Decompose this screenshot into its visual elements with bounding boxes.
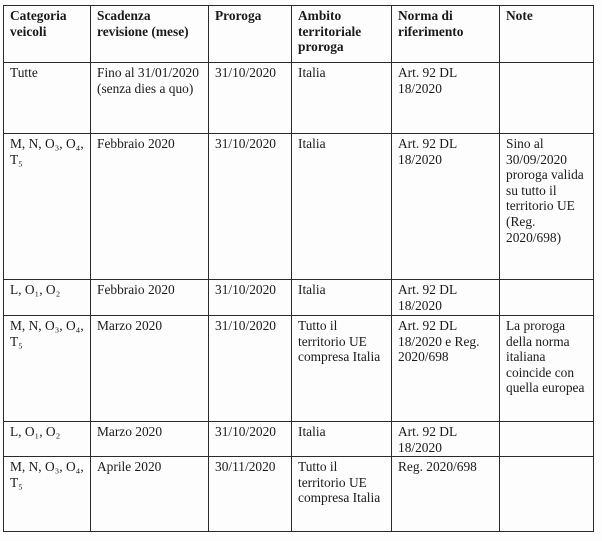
cell-scadenza: Aprile 2020 — [91, 457, 209, 532]
cell-proroga: 31/10/2020 — [209, 280, 292, 316]
table-row — [4, 316, 594, 422]
cell-scadenza: Marzo 2020 — [91, 316, 209, 422]
header-categoria-veicoli: Categoria veicoli — [4, 6, 91, 63]
cell-norma: Art. 92 DL 18/2020 — [392, 280, 500, 316]
cell-proroga: 30/11/2020 — [209, 457, 292, 532]
table-row — [4, 457, 594, 532]
cell-note — [500, 280, 594, 316]
cell-note: Sino al 30/09/2020 proroga valida su tutto il territorio UE (Reg. 2020/698) — [500, 134, 594, 280]
cell-norma: Art. 92 DL 18/2020 — [392, 134, 500, 280]
cell-ambito: Tutto il territorio UE compresa Italia — [292, 457, 392, 532]
cell-note: La proroga della norma italiana coincide con quella europea — [500, 316, 594, 422]
cell-categoria: M, N, O₃, O₄, T₅ — [4, 457, 91, 532]
cell-ambito: Italia — [292, 280, 392, 316]
cell-scadenza: Fino al 31/01/2020 (senza dies a quo) — [91, 63, 209, 134]
cell-categoria: L, O₁, O₂ — [4, 422, 91, 457]
cell-norma: Art. 92 DL 18/2020 e Reg. 2020/698 — [392, 316, 500, 422]
cell-categoria: Tutte — [4, 63, 91, 134]
cell-note — [500, 422, 594, 457]
header-note: Note — [500, 6, 594, 63]
cell-ambito: Italia — [292, 63, 392, 134]
header-proroga: Proroga — [209, 6, 292, 63]
header-norma-riferimento: Norma di riferimento — [392, 6, 500, 63]
cell-categoria: L, O₁, O₂ — [4, 280, 91, 316]
cell-proroga: 31/10/2020 — [209, 422, 292, 457]
table-row — [4, 422, 594, 457]
cell-note — [500, 457, 594, 532]
cell-proroga: 31/10/2020 — [209, 134, 292, 280]
cell-categoria: M, N, O₃, O₄, T₅ — [4, 316, 91, 422]
header-ambito-territoriale: Ambito territoriale proroga — [292, 6, 392, 63]
cell-scadenza: Febbraio 2020 — [91, 280, 209, 316]
cell-norma: Art. 92 DL 18/2020 — [392, 63, 500, 134]
cell-ambito: Italia — [292, 134, 392, 280]
revision-extension-table — [3, 5, 594, 532]
cell-note — [500, 63, 594, 134]
table-header-row — [4, 6, 594, 63]
table-row — [4, 280, 594, 316]
cell-scadenza: Febbraio 2020 — [91, 134, 209, 280]
cell-scadenza: Marzo 2020 — [91, 422, 209, 457]
cell-ambito: Italia — [292, 422, 392, 457]
header-scadenza-revisione: Scadenza revisione (mese) — [91, 6, 209, 63]
table-row — [4, 63, 594, 134]
cell-proroga: 31/10/2020 — [209, 316, 292, 422]
cell-norma: Reg. 2020/698 — [392, 457, 500, 532]
cell-categoria: M, N, O₃, O₄, T₅ — [4, 134, 91, 280]
cell-proroga: 31/10/2020 — [209, 63, 292, 134]
cell-ambito: Tutto il territorio UE compresa Italia — [292, 316, 392, 422]
cell-norma: Art. 92 DL 18/2020 — [392, 422, 500, 457]
table-row — [4, 134, 594, 280]
